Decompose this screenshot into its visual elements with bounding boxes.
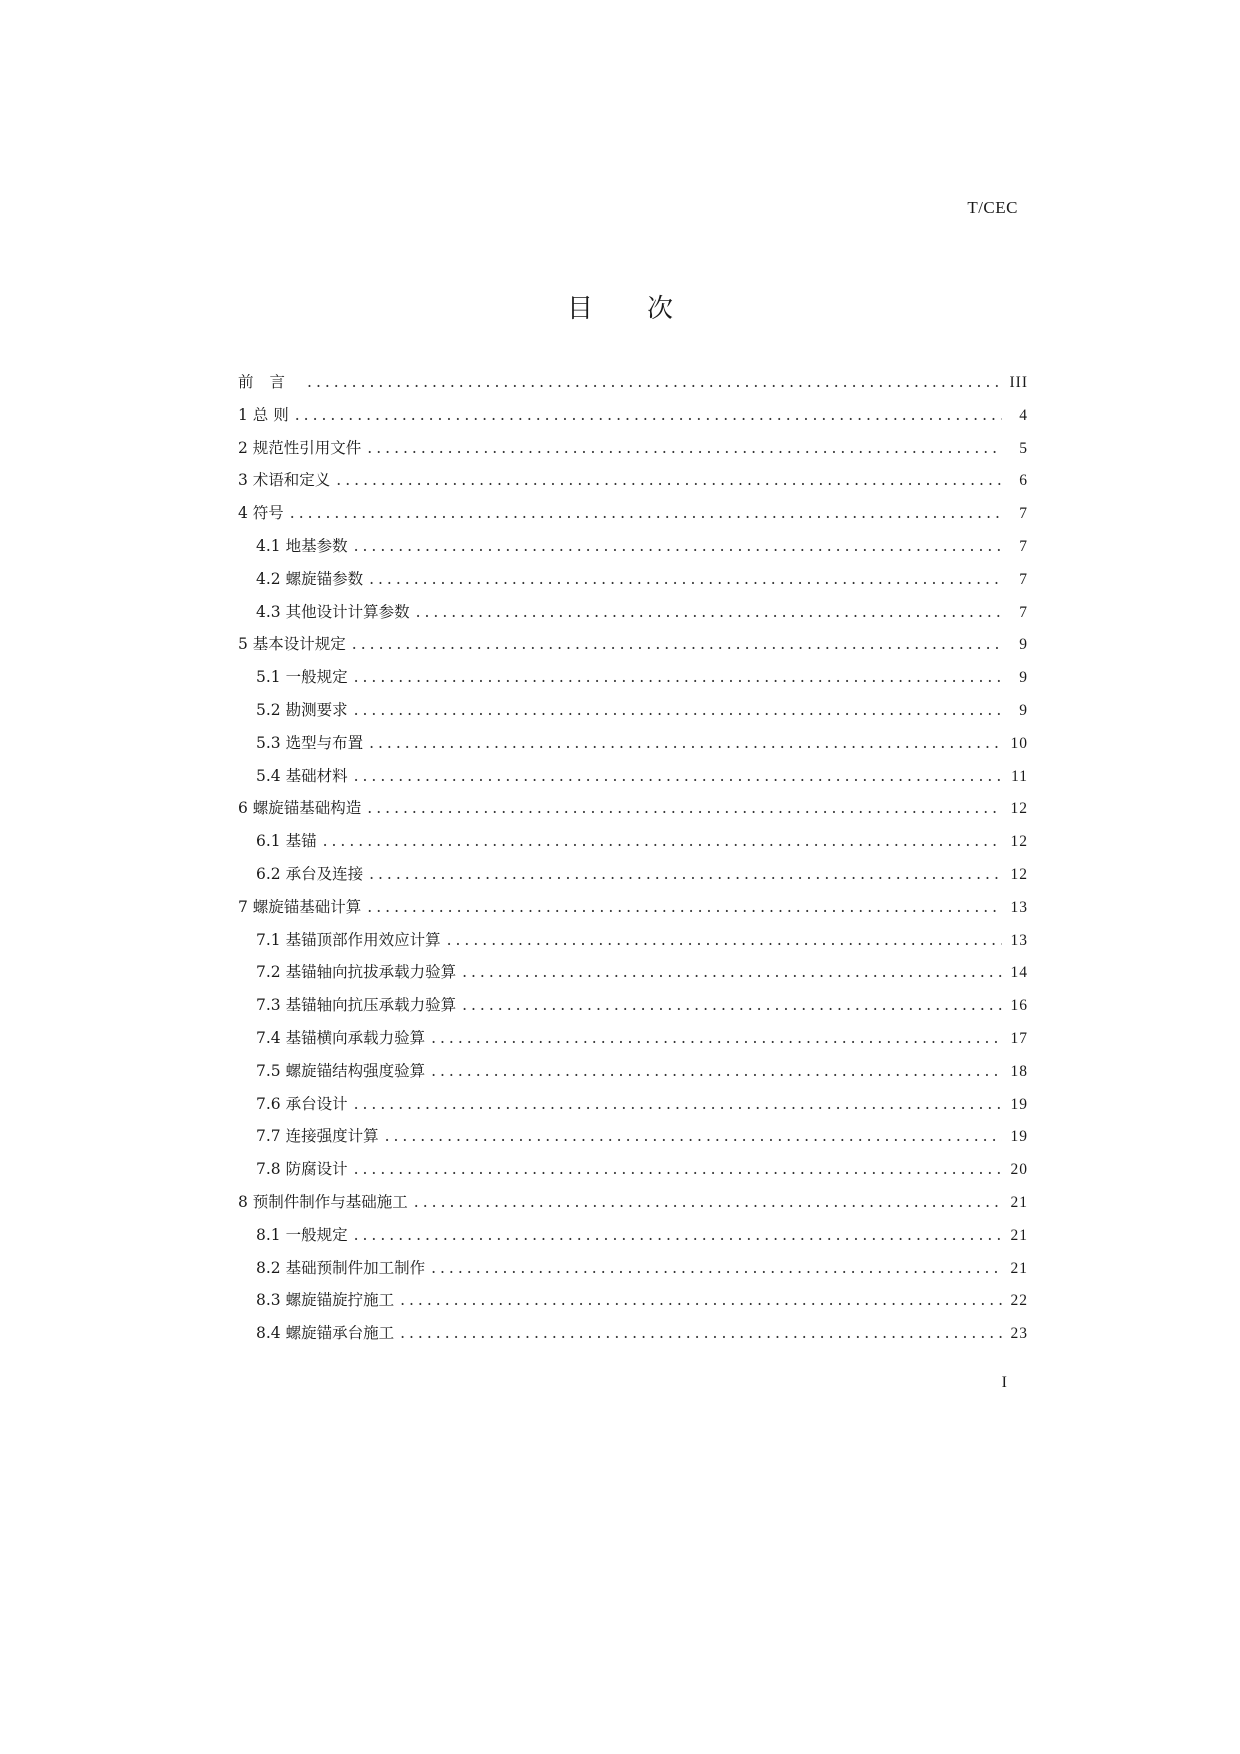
toc-entry[interactable] [238, 436, 1028, 469]
toc-dot-leader [354, 1160, 1002, 1178]
toc-entry-page: 9 [1019, 669, 1028, 687]
toc-dot-leader [462, 996, 1002, 1014]
toc-entry-page: 6 [1019, 472, 1028, 490]
toc-entry-page: 16 [1010, 997, 1028, 1015]
toc-dot-leader [354, 668, 1002, 686]
toc-dot-leader [369, 865, 1002, 883]
toc-dot-leader [352, 635, 1002, 653]
toc-entry[interactable] [238, 567, 1028, 600]
toc-entry[interactable] [238, 534, 1028, 567]
toc-entry[interactable] [238, 1026, 1028, 1059]
toc-entry-page: 5 [1019, 439, 1028, 457]
toc-entry[interactable] [238, 960, 1028, 993]
toc-entry[interactable] [238, 1059, 1028, 1092]
table-of-contents [238, 370, 1028, 1354]
toc-dot-leader [400, 1324, 1002, 1342]
toc-entry[interactable] [238, 403, 1028, 436]
toc-entry-label: 4.3 其他设计计算参数 [256, 602, 410, 621]
toc-entry-label: 7.7 连接强度计算 [256, 1127, 379, 1146]
toc-entry-page: 21 [1010, 1193, 1028, 1211]
toc-entry[interactable] [238, 829, 1028, 862]
toc-entry[interactable] [238, 1124, 1028, 1157]
toc-entry[interactable] [238, 1223, 1028, 1256]
toc-entry-label: 5.4 基础材料 [256, 766, 348, 785]
toc-entry-label: 3 术语和定义 [238, 471, 331, 490]
toc-dot-leader [369, 570, 1002, 588]
toc-entry[interactable] [238, 1190, 1028, 1223]
toc-dot-leader [354, 1226, 1002, 1244]
toc-entry-label: 7.5 螺旋锚结构强度验算 [256, 1061, 426, 1080]
toc-entry-label: 8.3 螺旋锚旋拧施工 [256, 1291, 395, 1310]
toc-entry[interactable] [238, 1288, 1028, 1321]
toc-dot-leader [354, 537, 1002, 555]
toc-entry-label: 2 规范性引用文件 [238, 438, 362, 457]
toc-dot-leader [414, 1193, 1002, 1211]
toc-entry-label: 8 预制件制作与基础施工 [238, 1192, 408, 1211]
toc-entry-page: 13 [1010, 931, 1028, 949]
toc-entry[interactable] [238, 501, 1028, 534]
toc-entry-label: 前言 [238, 373, 302, 391]
toc-entry-label: 4.1 地基参数 [256, 536, 348, 555]
toc-entry[interactable] [238, 1092, 1028, 1125]
toc-entry-label: 6.1 基锚 [256, 832, 317, 851]
toc-entry-page: 23 [1010, 1325, 1028, 1343]
toc-dot-leader [336, 471, 1002, 489]
toc-entry-page: 9 [1019, 701, 1028, 719]
toc-entry[interactable] [238, 731, 1028, 764]
toc-entry-page: 7 [1019, 570, 1028, 588]
toc-dot-leader [400, 1291, 1002, 1309]
toc-entry[interactable] [238, 1256, 1028, 1289]
toc-entry-page: 18 [1010, 1062, 1028, 1080]
toc-entry-page: 7 [1019, 537, 1028, 555]
toc-entry-label: 5.2 勘测要求 [256, 700, 348, 719]
toc-entry[interactable] [238, 862, 1028, 895]
toc-entry-page: 7 [1019, 505, 1028, 523]
toc-entry[interactable] [238, 1157, 1028, 1190]
toc-dot-leader [323, 832, 1002, 850]
toc-entry[interactable] [238, 796, 1028, 829]
toc-entry-page: 11 [1011, 767, 1028, 785]
toc-dot-leader [431, 1029, 1002, 1047]
toc-dot-leader [447, 931, 1002, 949]
toc-entry[interactable] [238, 632, 1028, 665]
toc-entry-label: 7.3 基锚轴向抗压承载力验算 [256, 996, 457, 1015]
document-code: T/CEC [967, 198, 1018, 217]
toc-dot-leader [354, 701, 1002, 719]
toc-entry-page: 14 [1010, 964, 1028, 982]
toc-entry-page: 9 [1019, 636, 1028, 654]
toc-entry-label: 8.4 螺旋锚承台施工 [256, 1324, 395, 1343]
toc-entry-label: 5.1 一般规定 [256, 668, 348, 687]
toc-dot-leader [431, 1259, 1002, 1277]
toc-dot-leader [367, 898, 1002, 916]
toc-dot-leader [462, 963, 1002, 981]
toc-entry-label: 7.6 承台设计 [256, 1094, 348, 1113]
toc-entry-page: 7 [1019, 603, 1028, 621]
toc-dot-leader [354, 767, 1002, 785]
toc-entry-label: 7 螺旋锚基础计算 [238, 897, 362, 916]
toc-dot-leader [307, 373, 1002, 391]
toc-dot-leader [290, 504, 1002, 522]
toc-dot-leader [367, 799, 1002, 817]
page-number: I [1001, 1374, 1007, 1391]
toc-entry-page: III [1009, 374, 1028, 391]
toc-entry-page: 22 [1010, 1292, 1028, 1310]
toc-entry-page: 12 [1010, 865, 1028, 883]
toc-entry-page: 19 [1010, 1128, 1028, 1146]
toc-entry-label: 4 符号 [238, 504, 284, 523]
toc-dot-leader [385, 1127, 1002, 1145]
toc-entry-page: 13 [1010, 898, 1028, 916]
toc-entry[interactable] [238, 370, 1028, 403]
toc-entry[interactable] [238, 993, 1028, 1026]
toc-dot-leader [431, 1062, 1002, 1080]
toc-entry-page: 10 [1010, 734, 1028, 752]
toc-entry-label: 8.2 基础预制件加工制作 [256, 1258, 426, 1277]
toc-entry-label: 7.2 基锚轴向抗拔承载力验算 [256, 963, 457, 982]
toc-entry[interactable] [238, 600, 1028, 633]
toc-entry[interactable] [238, 698, 1028, 731]
toc-entry-label: 5 基本设计规定 [238, 635, 346, 654]
toc-entry-label: 7.1 基锚顶部作用效应计算 [256, 930, 441, 949]
toc-entry-page: 21 [1010, 1226, 1028, 1244]
toc-dot-leader [354, 1095, 1002, 1113]
toc-entry-label: 7.4 基锚横向承载力验算 [256, 1028, 426, 1047]
toc-entry-page: 12 [1010, 833, 1028, 851]
toc-entry[interactable] [238, 665, 1028, 698]
page-title: 目次 [566, 294, 727, 324]
toc-entry-label: 7.8 防腐设计 [256, 1160, 348, 1179]
toc-entry-label: 1 总 则 [238, 405, 289, 424]
toc-dot-leader [367, 439, 1002, 457]
toc-dot-leader [416, 603, 1002, 621]
toc-entry-page: 12 [1010, 800, 1028, 818]
toc-entry[interactable] [238, 1321, 1028, 1354]
toc-entry[interactable] [238, 468, 1028, 501]
toc-dot-leader [369, 734, 1002, 752]
toc-entry-page: 21 [1010, 1259, 1028, 1277]
toc-entry-page: 4 [1019, 406, 1028, 424]
toc-entry-page: 17 [1010, 1029, 1028, 1047]
toc-entry-label: 6.2 承台及连接 [256, 864, 364, 883]
toc-entry-label: 6 螺旋锚基础构造 [238, 799, 362, 818]
toc-entry-label: 5.3 选型与布置 [256, 733, 364, 752]
toc-dot-leader [295, 406, 1002, 424]
toc-entry[interactable] [238, 895, 1028, 928]
toc-entry-page: 20 [1010, 1161, 1028, 1179]
toc-entry-page: 19 [1010, 1095, 1028, 1113]
toc-entry[interactable] [238, 764, 1028, 797]
toc-entry-label: 8.1 一般规定 [256, 1225, 348, 1244]
toc-entry[interactable] [238, 928, 1028, 961]
toc-entry-label: 4.2 螺旋锚参数 [256, 569, 364, 588]
